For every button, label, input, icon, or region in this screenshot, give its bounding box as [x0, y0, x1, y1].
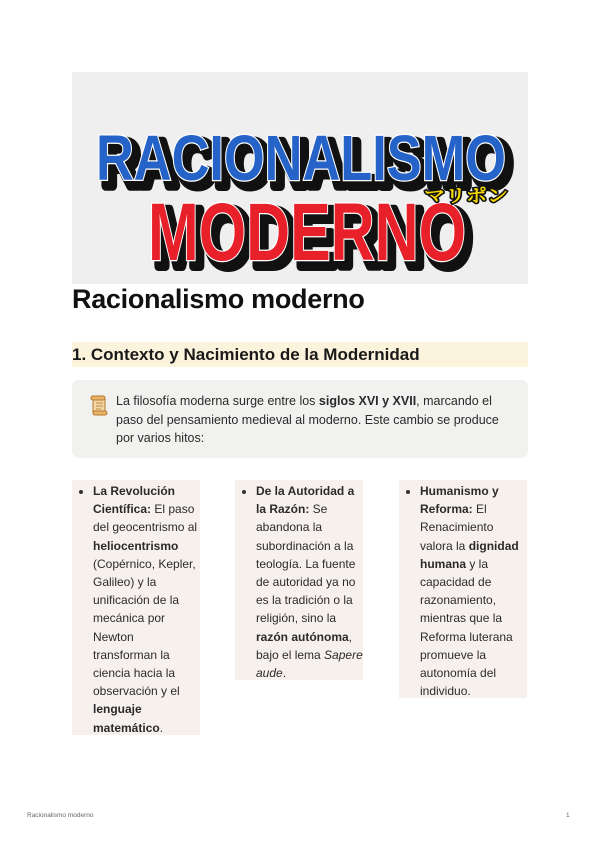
column-autoridad-razon [235, 480, 363, 680]
column-revolucion-cientifica [72, 480, 200, 735]
column-humanismo-reforma [399, 480, 527, 698]
banner-line2-shadow: MODERNO [154, 193, 472, 284]
list-item: • De la Autoridad a la Razón: Se abandona la subordinación a la teología. La fuente de autoridad ya no es la tradición o la religión, sino la razón autónoma, bajo el lema Sapere aude. [256, 482, 363, 682]
scroll-icon [88, 394, 110, 416]
section-heading: 1. Contexto y Nacimiento de la Modernidad [72, 342, 528, 367]
footer-document-title: Racionalismo moderno [27, 812, 94, 819]
banner-line1: RACIONALISMO [96, 122, 506, 194]
banner-line1-shadow: RACIONALISMO [102, 128, 512, 200]
list-item: • Humanismo y Reforma: El Renacimiento valora la dignidad humana y la capacidad de razonamiento, mientras que la Reforma luterana promueve la autonomía del individuo. [420, 482, 527, 700]
footer-page-number: 1 [566, 812, 570, 819]
page-title: Racionalismo moderno [72, 284, 365, 314]
title-banner-image [72, 72, 528, 284]
list-item: • La Revolución Científica: El paso del geocentrismo al heliocentrismo (Copérnico, Kepler, Galileo) y la unificación de la mecánica por Newton transforman la ciencia hacia la observación y el lenguaje matemático. [93, 482, 200, 737]
callout-box [72, 380, 528, 458]
banner-line2: MODERNO [148, 187, 466, 278]
banner-katakana: マリポン [424, 186, 508, 207]
callout-text: La filosofía moderna surge entre los siglos XVI y XVII, marcando el paso del pensamiento medieval al moderno. Este cambio se produce por varios hitos: [116, 394, 499, 445]
